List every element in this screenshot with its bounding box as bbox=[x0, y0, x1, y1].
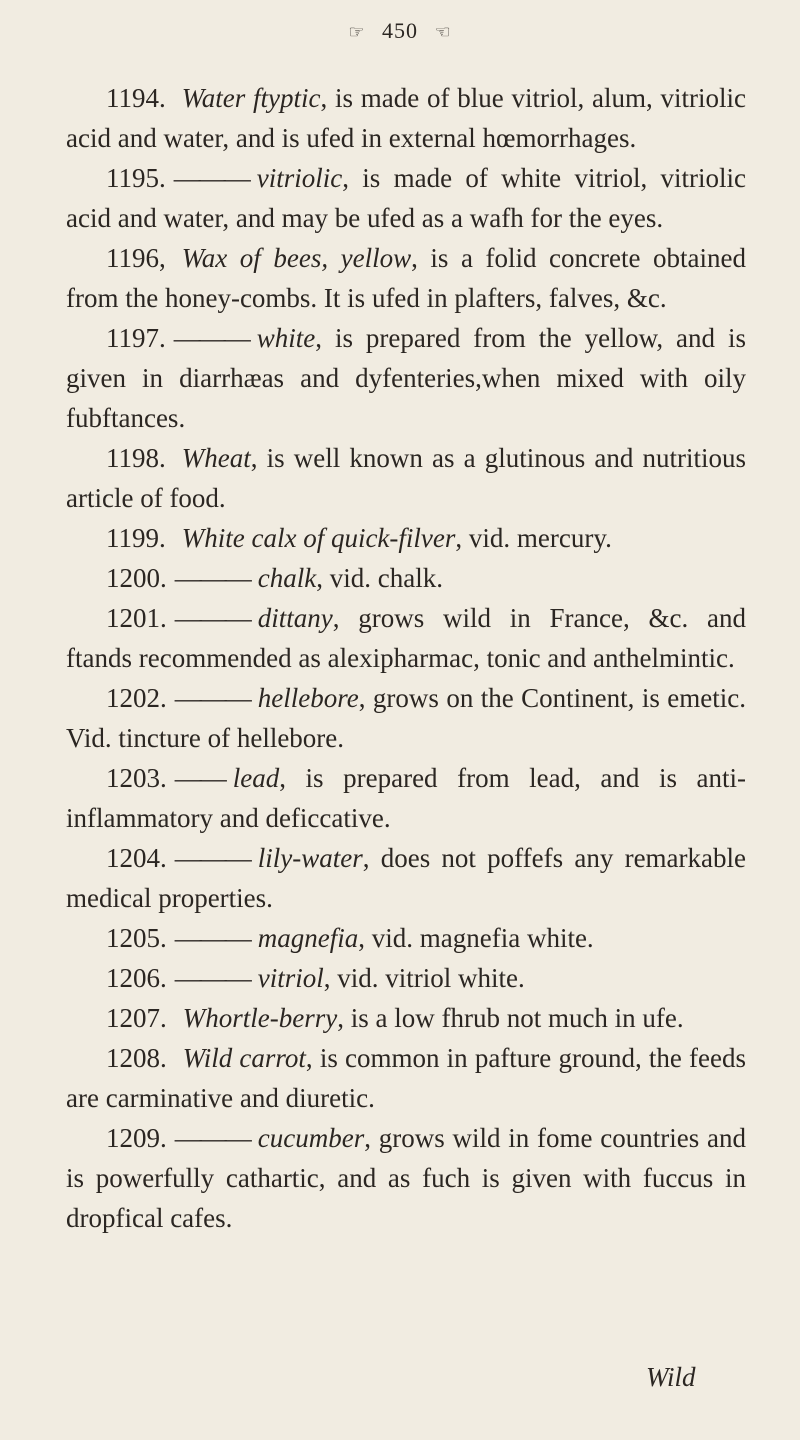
entry bbox=[66, 158, 746, 238]
entry-number: 1195. bbox=[106, 163, 166, 193]
entry-dash: ——— bbox=[174, 683, 250, 713]
entry-dash: ——— bbox=[174, 563, 250, 593]
entry bbox=[66, 78, 746, 158]
entry-text: , is a low fhrub not much in ufe. bbox=[337, 1003, 684, 1033]
entry bbox=[66, 1038, 746, 1118]
entry-text: , grows wild in France, &c. and ftands recommended as alexipharmac, tonic and anthelmintic. bbox=[66, 603, 746, 673]
entry bbox=[66, 958, 746, 998]
entry-text: , is common in pafture ground, the feeds are carminative and diuretic. bbox=[66, 1043, 746, 1113]
page-number: 450 bbox=[382, 18, 418, 43]
entry-dash: —— bbox=[174, 763, 225, 793]
entry-number: 1203. bbox=[106, 763, 167, 793]
catchword: Wild bbox=[646, 1362, 696, 1392]
entry-term: White calx of quick-filver bbox=[181, 523, 456, 553]
entry-term: Wild carrot bbox=[182, 1043, 306, 1073]
pointing-hand-right-icon: ☜ bbox=[434, 22, 452, 42]
entry-dash: ——— bbox=[173, 163, 249, 193]
entry bbox=[66, 598, 746, 678]
entry-number: 1208. bbox=[106, 1043, 167, 1073]
entry-text: , vid. vitriol white. bbox=[323, 963, 525, 993]
entry-term: Wheat bbox=[181, 443, 251, 473]
entry bbox=[66, 318, 746, 438]
entry-text: , vid. chalk. bbox=[316, 563, 443, 593]
entry-dash: ——— bbox=[174, 963, 250, 993]
entry-text: , is made of blue vitriol, alum, vitriolic acid and water, and is ufed in external hœmorrhages. bbox=[66, 83, 747, 153]
entry-text: , is well known as a glutinous and nutritious article of food. bbox=[66, 443, 746, 513]
entry-number: 1197. bbox=[106, 323, 166, 353]
entry-term: white bbox=[256, 323, 316, 353]
entry-term: vitriolic bbox=[256, 163, 343, 193]
entry bbox=[66, 918, 746, 958]
entry-number: 1206. bbox=[106, 963, 167, 993]
entry-term: cucumber bbox=[257, 1123, 365, 1153]
entry-number: 1209. bbox=[106, 1123, 167, 1153]
entry-term: lily-water bbox=[257, 843, 363, 873]
entry-term: Water ftyptic bbox=[181, 83, 321, 113]
entry bbox=[66, 558, 746, 598]
entry bbox=[66, 838, 746, 918]
entry-text: , grows wild in fome countries and is powerfully cathartic, and as fuch is given with fuccus in dropfical cafes. bbox=[66, 1123, 746, 1233]
page-header bbox=[0, 18, 800, 44]
entry-number: 1205. bbox=[106, 923, 167, 953]
entry bbox=[66, 678, 746, 758]
entry-term: dittany bbox=[257, 603, 333, 633]
entry bbox=[66, 1118, 746, 1238]
entry-term: lead bbox=[232, 763, 280, 793]
entry-text: , is a folid concrete obtained from the honey-combs. It is ufed in plafters, falves, &c. bbox=[66, 243, 746, 313]
entry bbox=[66, 438, 746, 518]
entry-number: 1204. bbox=[106, 843, 167, 873]
entry bbox=[66, 518, 746, 558]
pointing-hand-left-icon: ☞ bbox=[348, 22, 366, 42]
entry-term: Whortle-berry bbox=[182, 1003, 338, 1033]
entry-number: 1201. bbox=[106, 603, 167, 633]
entry-term: Wax of bees, yellow bbox=[181, 243, 412, 273]
entry-dash: ——— bbox=[173, 323, 249, 353]
entry-term: hellebore bbox=[257, 683, 359, 713]
entry bbox=[66, 238, 746, 318]
entry-text: , vid. mercury. bbox=[455, 523, 612, 553]
entry-dash: ——— bbox=[174, 923, 250, 953]
entry-dash: ——— bbox=[174, 603, 250, 633]
entry-number: 1198. bbox=[106, 443, 166, 473]
entry-number: 1200. bbox=[106, 563, 167, 593]
entry-text: , vid. magnefia white. bbox=[358, 923, 594, 953]
entry-text: , does not poffefs any remarkable medical properties. bbox=[66, 843, 746, 913]
entry-dash: ——— bbox=[174, 843, 250, 873]
entry bbox=[66, 758, 746, 838]
entry-number: 1199. bbox=[106, 523, 166, 553]
entry-text: , is made of white vitriol, vitriolic acid and water, and may be ufed as a wafh for the eyes. bbox=[66, 163, 746, 233]
entry-text: , is prepared from the yellow, and is given in diarrhæas and dyfenteries,when mixed with oily fubftances. bbox=[66, 323, 746, 433]
entry-number: 1207. bbox=[106, 1003, 167, 1033]
entry bbox=[66, 998, 746, 1038]
entry-number: 1194. bbox=[106, 83, 166, 113]
entry-dash: ——— bbox=[174, 1123, 250, 1153]
entry-number: 1196, bbox=[106, 243, 166, 273]
entry-term: magnefia bbox=[257, 923, 359, 953]
entry-text: , is prepared from lead, and is anti-inflammatory and deficcative. bbox=[66, 763, 746, 833]
entry-number: 1202. bbox=[106, 683, 167, 713]
entry-text: , grows on the Continent, is emetic. Vid. tincture of hellebore. bbox=[66, 683, 746, 753]
entry-term: chalk bbox=[257, 563, 317, 593]
entry-term: vitriol bbox=[257, 963, 324, 993]
entries-list bbox=[66, 78, 746, 1238]
